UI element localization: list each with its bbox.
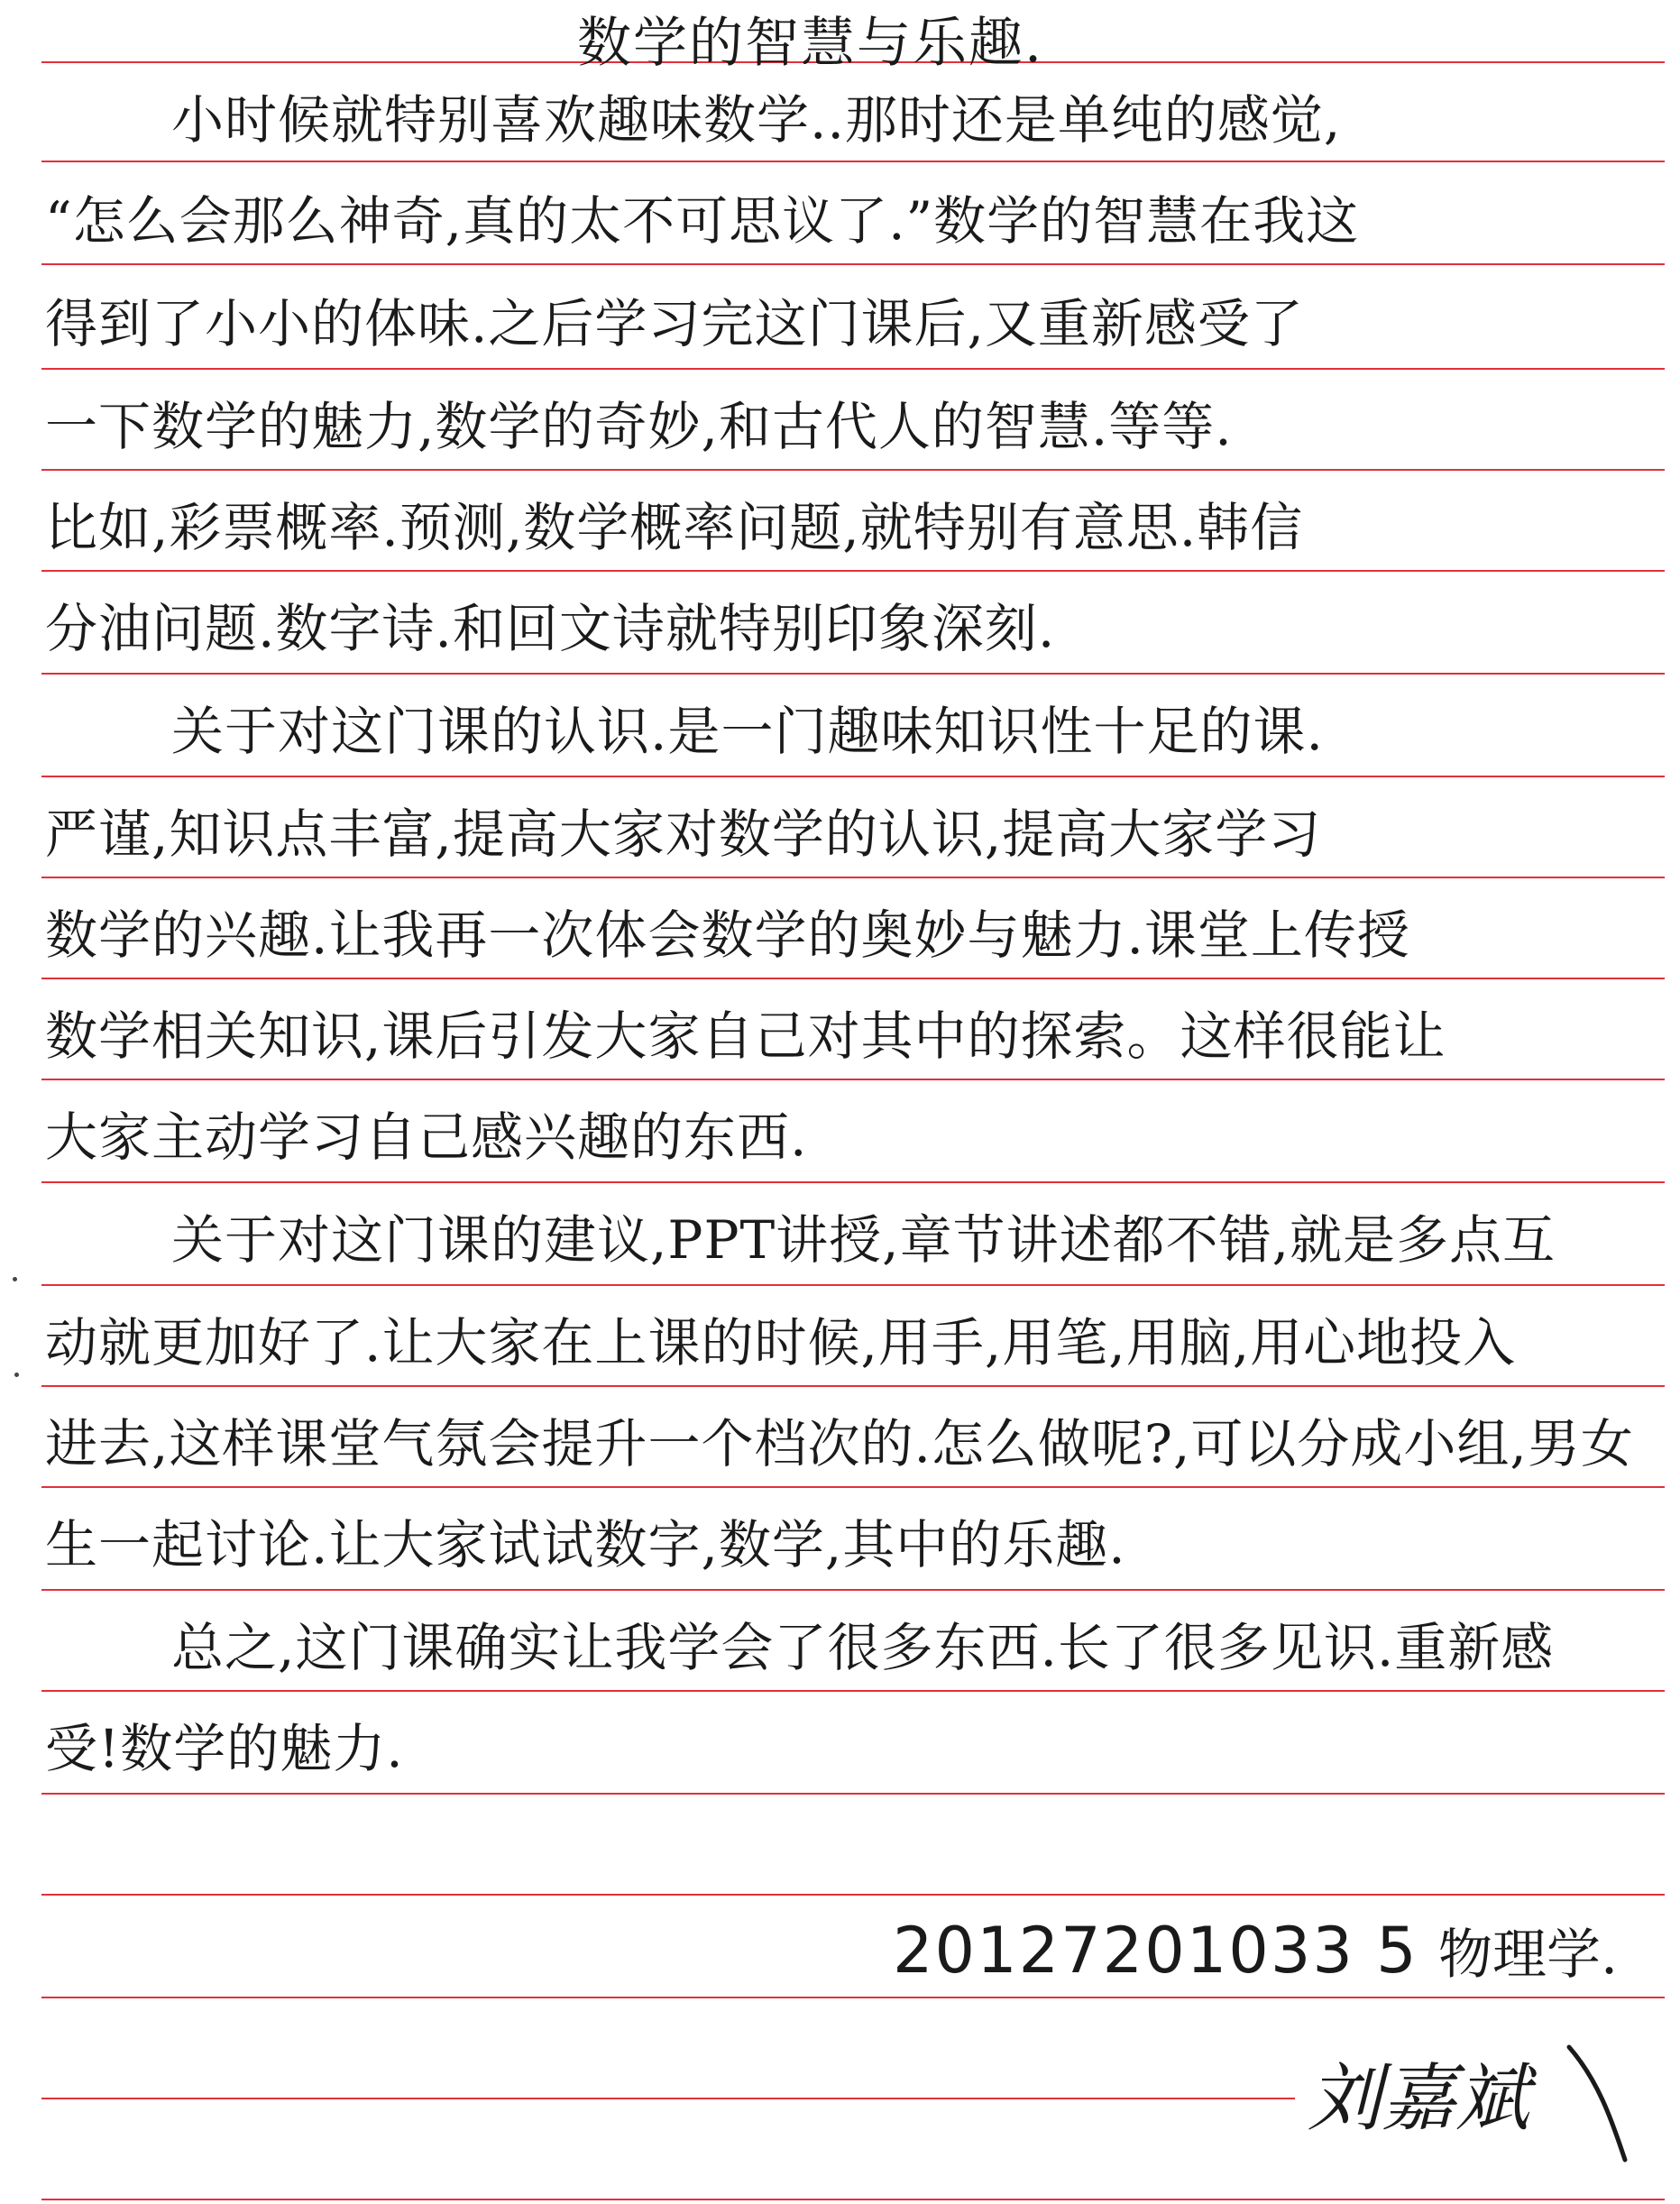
ruled-line (41, 263, 1665, 265)
ruled-line (41, 1385, 1665, 1387)
student-id: 20127201033 5 (893, 1914, 1418, 1988)
essay-line: 动就更加好了.让大家在上课的时候,用手,用笔,用脑,用心地投入 (45, 1312, 1517, 1373)
ruled-line (41, 1690, 1665, 1692)
ruled-line (41, 1894, 1665, 1896)
ruled-line (41, 570, 1665, 572)
essay-line: 小时候就特别喜欢趣味数学..那时还是单纯的感觉, (171, 89, 1342, 151)
essay-line: 关于对这门课的认识.是一门趣味知识性十足的课. (171, 701, 1324, 762)
signature (1299, 2029, 1641, 2164)
ruled-line (41, 673, 1665, 675)
essay-line: 总之,这门课确实让我学会了很多东西.长了很多见识.重新感 (171, 1617, 1555, 1678)
ruled-line (41, 1284, 1665, 1286)
major: 物理学. (1438, 1924, 1619, 1987)
scan-speck (14, 1373, 19, 1377)
ruled-line (41, 1589, 1665, 1591)
essay-line: 受!数学的魅力. (45, 1718, 404, 1779)
ruled-line (41, 469, 1665, 471)
ruled-line (41, 877, 1665, 878)
ruled-line (41, 2098, 1295, 2099)
essay-line: 得到了小小的体味.之后学习完这门课后,又重新感受了 (45, 293, 1304, 354)
essay-line: 数学相关知识,课后引发大家自己对其中的探索。这样很能让 (45, 1006, 1446, 1067)
ruled-line (41, 1793, 1665, 1795)
essay-line: 严谨,知识点丰富,提高大家对数学的认识,提高大家学习 (45, 804, 1322, 865)
essay-line: 比如,彩票概率.预测,数学概率问题,就特别有意思.韩信 (45, 497, 1304, 558)
ruled-line (41, 978, 1665, 979)
ruled-line (41, 776, 1665, 777)
ruled-line (41, 161, 1665, 162)
essay-line: “怎么会那么神奇,真的太不可思议了.”数学的智慧在我这 (45, 190, 1360, 252)
essay-line: 分油问题.数字诗.和回文诗就特别印象深刻. (45, 598, 1056, 659)
essay-title: 数学的智慧与乐趣. (577, 12, 1044, 75)
scan-speck (13, 1277, 17, 1281)
essay-line: 进去,这样课堂气氛会提升一个档次的.怎么做呢?,可以分成小组,男女 (45, 1413, 1634, 1474)
essay-line: 生一起讨论.让大家试试数字,数学,其中的乐趣. (45, 1514, 1126, 1575)
essay-line: 数学的兴趣.让我再一次体会数学的奥妙与魅力.课堂上传授 (45, 905, 1410, 966)
ruled-line (41, 1181, 1665, 1183)
ruled-line (41, 2199, 1665, 2200)
ruled-line (41, 1079, 1665, 1080)
ruled-line (41, 368, 1665, 370)
ruled-line (41, 1486, 1665, 1488)
essay-line: 一下数学的魅力,数学的奇妙,和古代人的智慧.等等. (45, 396, 1233, 457)
essay-line: 大家主动学习自己感兴趣的东西. (45, 1107, 808, 1168)
essay-line: 关于对这门课的建议,PPT讲授,章节讲述都不错,就是多点互 (171, 1209, 1556, 1271)
ruled-line (41, 1997, 1665, 1998)
signature-text: 刘嘉斌 (1308, 2056, 1529, 2142)
